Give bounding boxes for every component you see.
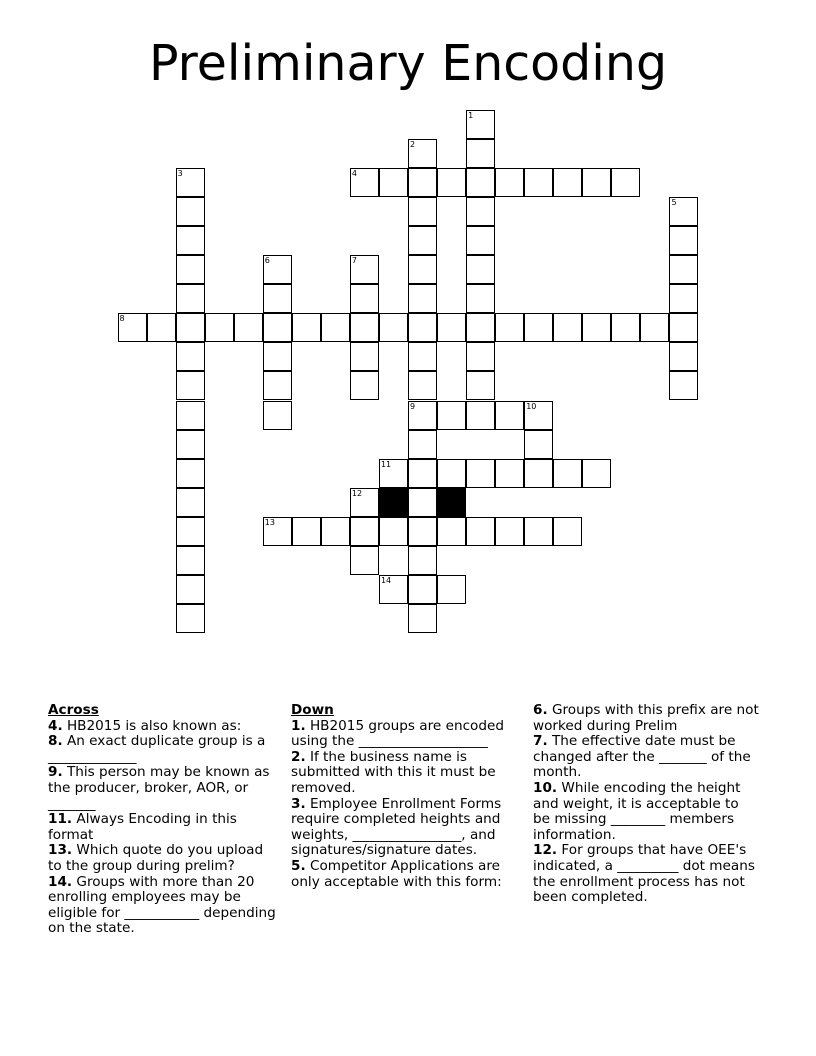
- clue-number: 3.: [291, 795, 306, 812]
- grid-cell[interactable]: [176, 459, 205, 488]
- grid-cell[interactable]: [524, 459, 553, 488]
- grid-cell[interactable]: [408, 139, 437, 168]
- grid-cell[interactable]: [437, 459, 466, 488]
- grid-cell[interactable]: [466, 459, 495, 488]
- grid-cell[interactable]: [263, 342, 292, 371]
- grid-cell[interactable]: [118, 313, 147, 342]
- grid-cell[interactable]: [437, 168, 466, 197]
- grid-cell[interactable]: [408, 197, 437, 226]
- grid-cell[interactable]: [408, 342, 437, 371]
- clue-item: [533, 843, 759, 905]
- grid-cell[interactable]: [611, 168, 640, 197]
- grid-cell[interactable]: [350, 371, 379, 400]
- grid-cell[interactable]: [495, 459, 524, 488]
- grid-cell[interactable]: [176, 313, 205, 342]
- grid-cell[interactable]: [379, 168, 408, 197]
- grid-cell[interactable]: [350, 517, 379, 546]
- grid-cell[interactable]: [147, 313, 176, 342]
- clue-number: 2.: [291, 748, 306, 765]
- grid-cell[interactable]: [408, 459, 437, 488]
- grid-cell[interactable]: [437, 575, 466, 604]
- grid-cell[interactable]: [350, 488, 379, 517]
- grid-cell[interactable]: [176, 197, 205, 226]
- grid-cell[interactable]: [408, 168, 437, 197]
- grid-cell[interactable]: [321, 517, 350, 546]
- grid-cell[interactable]: [408, 488, 437, 517]
- grid-cell[interactable]: [524, 168, 553, 197]
- cell-number: 8: [119, 314, 125, 324]
- grid-cell[interactable]: [176, 488, 205, 517]
- cell-number: 10: [526, 401, 537, 411]
- across-heading: Across: [48, 702, 99, 718]
- grid-cell[interactable]: [379, 459, 408, 488]
- clue-text: Employee Enrollment Forms require completed heights and weights, ________________, and signatures/signature dates.: [291, 795, 502, 859]
- grid-cell[interactable]: [669, 284, 698, 313]
- grid-cell[interactable]: [524, 401, 553, 430]
- clue-item: [48, 812, 280, 843]
- clue-item: [48, 843, 280, 874]
- clue-number: 4.: [48, 717, 63, 734]
- grid-cell[interactable]: [466, 110, 495, 139]
- grid-block: [437, 488, 466, 517]
- down-clues-continued: [533, 703, 759, 906]
- clue-item: [48, 719, 280, 735]
- grid-cell[interactable]: [466, 342, 495, 371]
- grid-cell[interactable]: [466, 401, 495, 430]
- cell-number: 3: [177, 169, 183, 179]
- clue-item: [48, 765, 280, 812]
- grid-cell[interactable]: [524, 313, 553, 342]
- cell-number: 4: [351, 169, 357, 179]
- grid-cell[interactable]: [176, 284, 205, 313]
- grid-cell[interactable]: [553, 517, 582, 546]
- clue-text: An exact duplicate group is a _____________: [48, 733, 266, 765]
- page-title: Preliminary Encoding: [148, 35, 668, 92]
- grid-cell[interactable]: [176, 430, 205, 459]
- grid-cell[interactable]: [669, 342, 698, 371]
- down-clues: [291, 703, 517, 890]
- clue-number: 11.: [48, 811, 73, 828]
- clue-item: [291, 719, 517, 750]
- clue-text: If the business name is submitted with this it must be removed.: [291, 748, 496, 796]
- grid-cell[interactable]: [408, 371, 437, 400]
- grid-cell[interactable]: [408, 575, 437, 604]
- cell-number: 6: [264, 256, 270, 266]
- grid-cell[interactable]: [466, 517, 495, 546]
- grid-cell[interactable]: [495, 401, 524, 430]
- grid-cell[interactable]: [582, 168, 611, 197]
- grid-cell[interactable]: [466, 313, 495, 342]
- grid-cell[interactable]: [495, 517, 524, 546]
- grid-cell[interactable]: [350, 546, 379, 575]
- grid-cell[interactable]: [437, 313, 466, 342]
- clue-number: 13.: [48, 842, 73, 859]
- grid-cell[interactable]: [350, 255, 379, 284]
- cell-number: 9: [410, 401, 416, 411]
- grid-cell[interactable]: [205, 313, 234, 342]
- grid-cell[interactable]: [176, 546, 205, 575]
- grid-cell[interactable]: [176, 255, 205, 284]
- clue-text: HB2015 is also known as:: [62, 717, 242, 734]
- down-heading: Down: [291, 702, 334, 718]
- grid-cell[interactable]: [553, 313, 582, 342]
- grid-cell[interactable]: [466, 371, 495, 400]
- grid-cell[interactable]: [640, 313, 669, 342]
- grid-cell[interactable]: [524, 430, 553, 459]
- across-clue-list: [48, 719, 280, 937]
- cell-number: 13: [264, 517, 275, 527]
- grid-cell[interactable]: [524, 517, 553, 546]
- grid-cell[interactable]: [350, 342, 379, 371]
- grid-cell[interactable]: [350, 313, 379, 342]
- clue-item: [48, 734, 280, 765]
- grid-cell[interactable]: [408, 226, 437, 255]
- clue-number: 6.: [533, 702, 548, 718]
- grid-cell[interactable]: [176, 342, 205, 371]
- cell-number: 11: [380, 459, 392, 469]
- grid-cell[interactable]: [292, 517, 321, 546]
- grid-cell[interactable]: [669, 197, 698, 226]
- grid-cell[interactable]: [176, 401, 205, 430]
- cell-number: 1: [468, 111, 474, 120]
- clue-number: 9.: [48, 764, 63, 781]
- grid-block: [379, 488, 408, 517]
- grid-cell[interactable]: [176, 226, 205, 255]
- grid-cell[interactable]: [350, 168, 379, 197]
- grid-cell[interactable]: [466, 284, 495, 313]
- grid-cell[interactable]: [321, 313, 350, 342]
- grid-cell[interactable]: [263, 401, 292, 430]
- grid-cell[interactable]: [466, 226, 495, 255]
- clue-text: Which quote do you upload to the group during prelim?: [48, 842, 264, 874]
- clue-number: 7.: [533, 733, 548, 750]
- clue-text: Groups with this prefix are not worked during Prelim: [533, 702, 759, 734]
- grid-cell[interactable]: [176, 371, 205, 400]
- clue-text: While encoding the height and weight, it is acceptable to be missing ________ members information.: [533, 779, 741, 843]
- clue-item: [291, 859, 517, 890]
- grid-cell[interactable]: [263, 255, 292, 284]
- clue-item: [533, 734, 759, 781]
- grid-cell[interactable]: [263, 371, 292, 400]
- cell-number: 14: [380, 575, 392, 585]
- cell-number: 12: [351, 488, 363, 498]
- grid-cell[interactable]: [408, 604, 437, 633]
- grid-cell[interactable]: [669, 313, 698, 342]
- grid-cell[interactable]: [466, 197, 495, 226]
- grid-cell[interactable]: [379, 313, 408, 342]
- clue-item: [533, 703, 759, 734]
- grid-cell[interactable]: [408, 517, 437, 546]
- clue-item: [533, 781, 759, 843]
- grid-cell[interactable]: [263, 284, 292, 313]
- grid-cell[interactable]: [408, 313, 437, 342]
- down-clue-list-continued: [533, 703, 759, 906]
- grid-cell[interactable]: [234, 313, 263, 342]
- grid-cell[interactable]: [582, 313, 611, 342]
- clue-text: The effective date must be changed after the _______ of the month.: [533, 733, 751, 781]
- grid-cell[interactable]: [263, 313, 292, 342]
- clue-item: [291, 750, 517, 797]
- down-clue-list: [291, 719, 517, 891]
- clue-item: [48, 875, 280, 937]
- grid-cell[interactable]: [408, 430, 437, 459]
- grid-cell[interactable]: [176, 604, 205, 633]
- grid-cell[interactable]: [582, 459, 611, 488]
- grid-cell[interactable]: [466, 168, 495, 197]
- cell-number: 7: [351, 256, 357, 266]
- grid-cell[interactable]: [437, 517, 466, 546]
- clue-text: This person may be known as the producer, broker, AOR, or _______: [48, 764, 270, 812]
- clue-number: 10.: [533, 779, 558, 796]
- cell-number: 2: [410, 140, 416, 150]
- grid-cell[interactable]: [176, 168, 205, 197]
- grid-cell[interactable]: [669, 255, 698, 284]
- grid-cell[interactable]: [495, 313, 524, 342]
- grid-cell[interactable]: [176, 517, 205, 546]
- clue-text: For groups that have OEE's indicated, a _________ dot means the enrollment process has not been completed.: [533, 842, 755, 906]
- grid-cell[interactable]: [379, 575, 408, 604]
- clue-number: 8.: [48, 733, 63, 750]
- grid-cell[interactable]: [553, 459, 582, 488]
- clue-text: Competitor Applications are only acceptable with this form:: [291, 857, 502, 890]
- grid-cell[interactable]: [437, 401, 466, 430]
- clue-number: 12.: [533, 842, 558, 859]
- clue-number: 14.: [48, 873, 73, 890]
- grid-cell[interactable]: [466, 255, 495, 284]
- grid-cell[interactable]: [350, 284, 379, 313]
- cell-number: 5: [671, 198, 677, 208]
- clue-number: 1.: [291, 717, 306, 734]
- clue-number: 5.: [291, 857, 306, 874]
- clue-item: [291, 797, 517, 859]
- grid-cell[interactable]: [408, 284, 437, 313]
- grid-cell[interactable]: [611, 313, 640, 342]
- grid-cell[interactable]: [379, 517, 408, 546]
- grid-cell[interactable]: [176, 575, 205, 604]
- grid-cell[interactable]: [263, 517, 292, 546]
- grid-cell[interactable]: [408, 255, 437, 284]
- grid-cell[interactable]: [292, 313, 321, 342]
- clue-text: Always Encoding in this format: [48, 811, 237, 843]
- grid-cell[interactable]: [408, 401, 437, 430]
- grid-cell[interactable]: [553, 168, 582, 197]
- grid-cell[interactable]: [669, 226, 698, 255]
- grid-cell[interactable]: [466, 139, 495, 168]
- clue-text: Groups with more than 20 enrolling employees may be eligible for ___________ depending on the state.: [48, 873, 276, 937]
- grid-cell[interactable]: [408, 546, 437, 575]
- grid-cell[interactable]: [495, 168, 524, 197]
- grid-cell[interactable]: [669, 371, 698, 400]
- across-clues: [48, 703, 280, 937]
- clue-text: HB2015 groups are encoded using the ___________________: [291, 717, 504, 750]
